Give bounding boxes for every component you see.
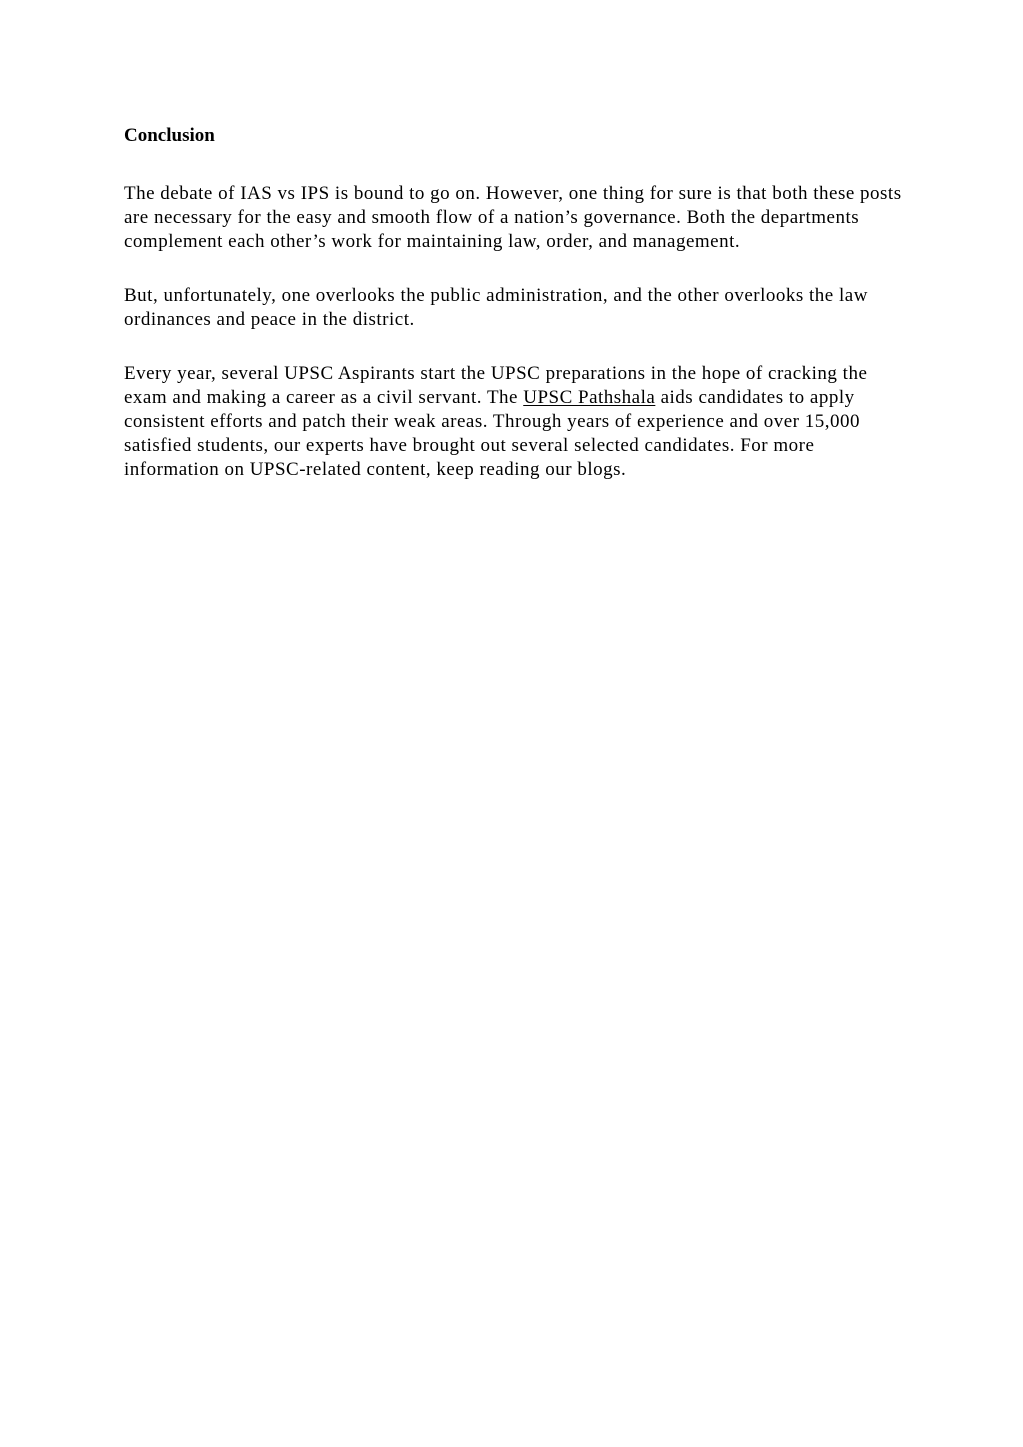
section-heading: Conclusion <box>124 125 215 146</box>
paragraph-text-after-link: aids candidates to apply consistent efforts and patch their weak areas. Through years of experience and over 15,000 satisfied students, our experts have brought out several selected candidates. For more information on UPSC-related content, keep reading our blogs. <box>124 387 860 480</box>
paragraph-overlooks: But, unfortunately, one overlooks the public administration, and the other overlooks the law ordinances and peace in the district. <box>124 285 868 330</box>
paragraph-aspirants <box>124 362 914 482</box>
paragraph-debate: The debate of IAS vs IPS is bound to go on. However, one thing for sure is that both these posts are necessary for the easy and smooth flow of a nation’s governance. Both the departments complement each other’s work for maintaining law, order, and management. <box>124 183 902 252</box>
paragraph-text-before-link: Every year, several UPSC Aspirants start the UPSC preparations in the hope of cracking the exam and making a career as a civil servant. The <box>124 363 868 408</box>
document-page <box>124 124 914 512</box>
upsc-pathshala-link[interactable]: UPSC Pathshala <box>523 387 656 408</box>
